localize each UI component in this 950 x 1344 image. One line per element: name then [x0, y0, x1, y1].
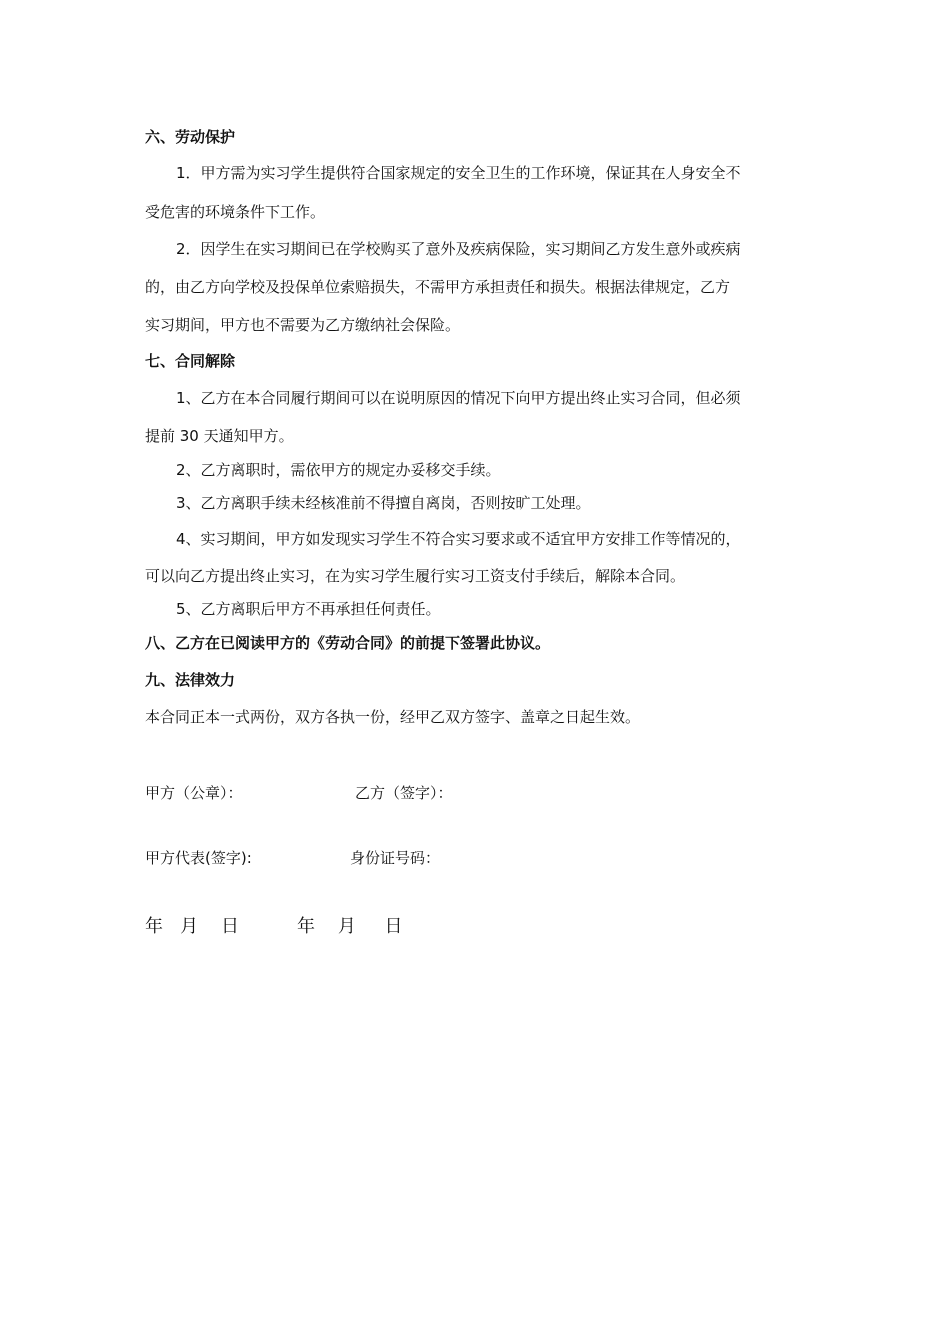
section-7-clause-3: 3、乙方离职手续未经核准前不得擅自离岗，否则按旷工处理。 — [176, 494, 591, 512]
section-6-clause-1-line-1: 1．甲方需为实习学生提供符合国家规定的安全卫生的工作环境，保证其在人身安全不 — [176, 164, 741, 182]
section-7-clause-2: 2、乙方离职时，需依甲方的规定办妥移交手续。 — [176, 461, 501, 479]
party-b-sign-label: 乙方（签字）： — [355, 784, 453, 802]
section-9-heading: 九、法律效力 — [145, 671, 236, 689]
party-a-date: 年 月 日 — [145, 916, 240, 937]
section-7-heading: 七、合同解除 — [145, 352, 236, 370]
party-a-representative-label: 甲方代表(签字): — [145, 849, 252, 867]
section-7-clause-1-line-2: 提前 30 天通知甲方。 — [145, 427, 294, 445]
section-6-clause-1-line-2: 受危害的环境条件下工作。 — [145, 203, 326, 221]
section-7-clause-4-line-2: 可以向乙方提出终止实习，在为实习学生履行实习工资支付手续后，解除本合同。 — [145, 567, 686, 585]
section-6-clause-2-line-1: 2．因学生在实习期间已在学校购买了意外及疾病保险，实习期间乙方发生意外或疾病 — [176, 240, 741, 258]
section-7-clause-1-line-1: 1、乙方在本合同履行期间可以在说明原因的情况下向甲方提出终止实习合同，但必须 — [176, 389, 741, 407]
section-6-heading: 六、劳动保护 — [145, 128, 236, 146]
section-6-clause-2-line-2: 的，由乙方向学校及投保单位索赔损失，不需甲方承担责任和损失。根据法律规定，乙方 — [145, 278, 731, 296]
section-8-heading: 八、乙方在已阅读甲方的《劳动合同》的前提下签署此协议。 — [145, 634, 551, 652]
section-7-clause-4-line-1: 4、实习期间，甲方如发现实习学生不符合实习要求或不适宜甲方安排工作等情况的， — [176, 530, 741, 548]
party-a-seal-label: 甲方（公章）： — [145, 784, 243, 802]
section-9-text: 本合同正本一式两份，双方各执一份，经甲乙双方签字、盖章之日起生效。 — [145, 708, 641, 726]
section-6-clause-2-line-3: 实习期间，甲方也不需要为乙方缴纳社会保险。 — [145, 316, 461, 334]
party-b-date: 年 月 日 — [297, 916, 403, 937]
section-7-clause-5: 5、乙方离职后甲方不再承担任何责任。 — [176, 600, 441, 618]
id-number-label: 身份证号码： — [350, 849, 441, 867]
